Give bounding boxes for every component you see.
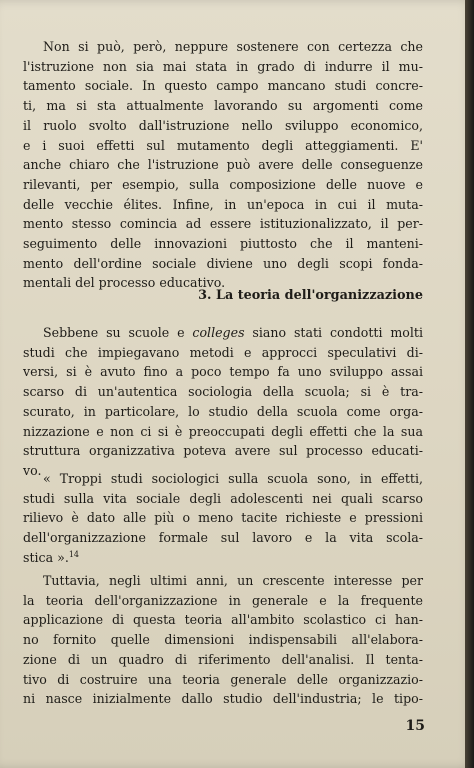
text-line: Tuttavia, negli ultimi anni, un crescente interesse per [43,573,423,588]
section-heading: 3. La teoria dell'organizzazione [198,288,423,303]
text-line: tivo di costruire una teoria generale delle organizzazio- [23,671,423,687]
text-line: applicazione di questa teoria all'ambito scolastico ci han- [23,612,423,628]
text-line: mento stesso comincia ad essere istituzionalizzato, il per- [23,216,423,232]
text-line: versi, si è avuto fino a poco tempo fa uno sviluppo assai [23,364,423,380]
text-line: « Troppi studi sociologici sulla scuola sono, in effetti, [43,471,423,486]
block-quote [23,469,423,568]
page-edge [465,0,474,768]
italic-term: colleges [192,325,245,340]
text-line: ti, ma si sta attualmente lavorando su argomenti come [23,98,423,114]
text-line [23,548,423,568]
text-line: l'istruzione non sia mai stata in grado di indurre il mu- [23,58,423,74]
text-line: scurato, in particolare, lo studio della scuola come orga- [23,403,423,419]
text-line: e i suoi effetti sul mutamento degli atteggiamenti. E' [23,137,423,153]
text-line: ni nasce inizialmente dallo studio dell'industria; le tipo- [23,691,423,707]
text-line: studi sulla vita sociale degli adolescenti nei quali scarso [23,490,423,506]
page-number: 15 [405,718,425,734]
text-line: tamento sociale. In questo campo mancano studi concre- [23,78,423,94]
text-line: mentali del processo educativo. [23,275,226,291]
text-line: nizzazione e non ci si è preoccupati degli effetti che la sua [23,423,423,439]
text-line: struttura organizzativa poteva avere sul processo educati- [23,443,423,459]
text-line: il ruolo svolto dall'istruzione nello sviluppo economico, [23,117,423,133]
text-line: dell'organizzazione formale sul lavoro e la vita scola- [23,530,423,546]
paragraph-1 [23,37,423,293]
text-line: Non si può, però, neppure sostenere con certezza che [43,39,423,54]
text-line: mento dell'ordine sociale diviene uno degli scopi fonda- [23,255,423,271]
paragraph-3 [23,571,423,709]
footnote-ref: 14 [68,549,80,559]
text-line: delle vecchie élites. Infine, in un'epoca in cui il muta- [23,196,423,212]
text-run: siano stati condotti molti [244,325,423,340]
text-run: stica ». [23,549,69,565]
text-line: la teoria dell'organizzazione in generale e la frequente [23,592,423,608]
text-line [23,323,423,343]
text-line: scarso di un'autentica sociologia della scuola; si è tra- [23,384,423,400]
text-line: rilevanti, per esempio, sulla composizione delle nuove e [23,176,423,192]
text-line: studi che impiegavano metodi e approcci speculativi di- [23,344,423,360]
paragraph-2 [23,323,423,481]
text-line: vo. [23,462,42,478]
text-line: zione di un quadro di riferimento dell'analisi. Il tenta- [23,651,423,667]
text-line: seguimento delle innovazioni piuttosto che il manteni- [23,236,423,252]
text-line: no fornito quelle dimensioni indispensabili all'elabora- [23,632,423,648]
text-run: Sebbene su scuole e [43,325,193,340]
text-line: anche chiaro che l'istruzione può avere delle conseguenze [23,157,423,173]
text-line: rilievo è dato alle più o meno tacite richieste e pressioni [23,510,423,526]
